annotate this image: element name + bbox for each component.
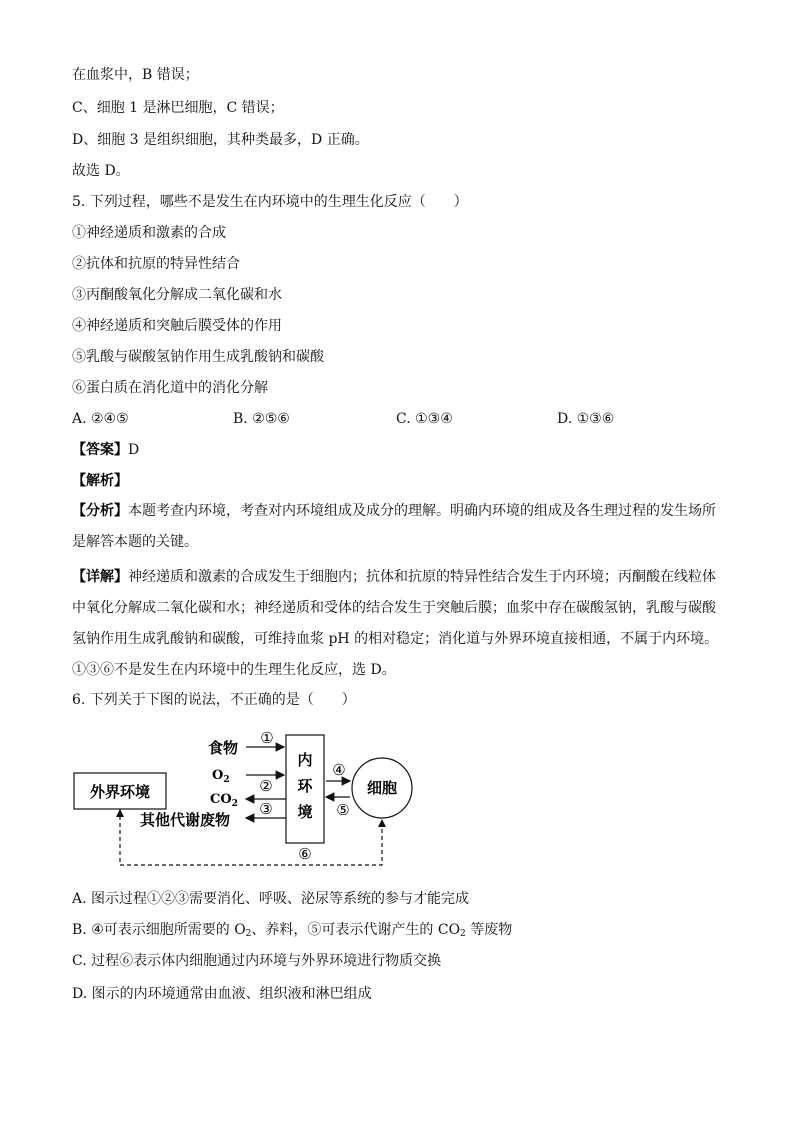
inner-env-char: 环	[297, 777, 313, 795]
answer-value: D	[128, 442, 140, 458]
arrow-6-right-head	[378, 819, 386, 827]
q6-option-c: C. 过程⑥表示体内细胞通过内环境与外界环境进行物质交换	[72, 953, 442, 969]
q5-item: ⑥蛋白质在消化道中的消化分解	[72, 380, 268, 396]
arrow-6-left-head	[116, 809, 124, 817]
inner-environment-diagram	[60, 725, 420, 875]
text-line: D、细胞 3 是组织细胞，其种类最多，D 正确。	[72, 132, 369, 148]
label-4: ④	[332, 761, 346, 779]
inner-env-char: 内	[297, 751, 313, 769]
text-line: 在血浆中，B 错误；	[72, 67, 199, 83]
q5-item: ③丙酮酸氧化分解成二氧化碳和水	[72, 287, 282, 303]
analysis-tag: 【解析】	[72, 473, 128, 489]
q5-option-b: B. ②⑤⑥	[233, 411, 290, 427]
label-1: ①	[260, 729, 274, 747]
waste-label: 其他代谢废物	[140, 811, 231, 829]
fenxi-tag: 【分析】	[72, 503, 128, 519]
q5-option-a: A. ②④⑤	[72, 411, 129, 427]
answer-tag: 【答案】	[72, 442, 128, 458]
q5-option-c: C. ①③④	[396, 411, 453, 427]
cell-label: 细胞	[366, 779, 398, 797]
label-5: ⑤	[336, 801, 350, 819]
fenxi-paragraph	[72, 496, 724, 558]
xiangjie-tag: 【详解】	[72, 569, 128, 585]
question-6-stem: 6. 下列关于下图的说法，不正确的是（ ）	[72, 692, 356, 708]
food-label: 食物	[208, 739, 239, 757]
q5-option-d: D. ①③⑥	[557, 411, 615, 427]
label-6: ⑥	[298, 845, 312, 863]
fenxi-text: 本题考查内环境，考查对内环境组成及成分的理解。明确内环境的组成及各生理过程的发生场所是解答本题的关键。	[72, 503, 716, 550]
xiangjie-paragraph	[72, 562, 724, 686]
co2-label: $CO_2$	[210, 792, 238, 809]
o2-label: $O_2$	[212, 768, 230, 785]
q5-item: ⑤乳酸与碳酸氢钠作用生成乳酸钠和碳酸	[72, 349, 324, 365]
inner-env-char: 境	[297, 803, 313, 821]
q5-item: ④神经递质和突触后膜受体的作用	[72, 318, 282, 334]
text-line: C、细胞 1 是淋巴细胞，C 错误；	[72, 100, 284, 116]
q6-option-d: D. 图示的内环境通常由血液、组织液和淋巴组成	[72, 986, 372, 1002]
xiangjie-text: 神经递质和激素的合成发生于细胞内；抗体和抗原的特异性结合发生于内环境；丙酮酸在线粒体中氧化分解成二氧化碳和水；神经递质和受体的结合发生于突触后膜；血浆中存在碳酸氢钠，乳酸与碳酸氢钠作用生成乳酸钠和碳酸，可维持血浆 pH 的相对稳定；消化道与外界环境直接相通，不属于内环境。①③⑥不是发生在内环境中的生理生化反应，选 D。	[72, 569, 719, 678]
text-line: 故选 D。	[72, 163, 130, 179]
q6-option-a: A. 图示过程①②③需要消化、呼吸、泌尿等系统的参与才能完成	[72, 891, 470, 907]
outer-environment-label: 外界环境	[89, 783, 151, 801]
q5-item: ②抗体和抗原的特异性结合	[72, 256, 240, 272]
question-5-stem: 5. 下列过程，哪些不是发生在内环境中的生理生化反应（ ）	[72, 194, 468, 210]
q5-item: ①神经递质和激素的合成	[72, 225, 226, 241]
q6-option-b: B. ④可表示细胞所需要的 $O_2$、养料，⑤可表示代谢产生的 $CO_2$ 等废物	[72, 922, 513, 939]
label-3: ③	[259, 800, 273, 818]
label-2: ②	[259, 777, 273, 795]
answer-line	[72, 440, 139, 460]
